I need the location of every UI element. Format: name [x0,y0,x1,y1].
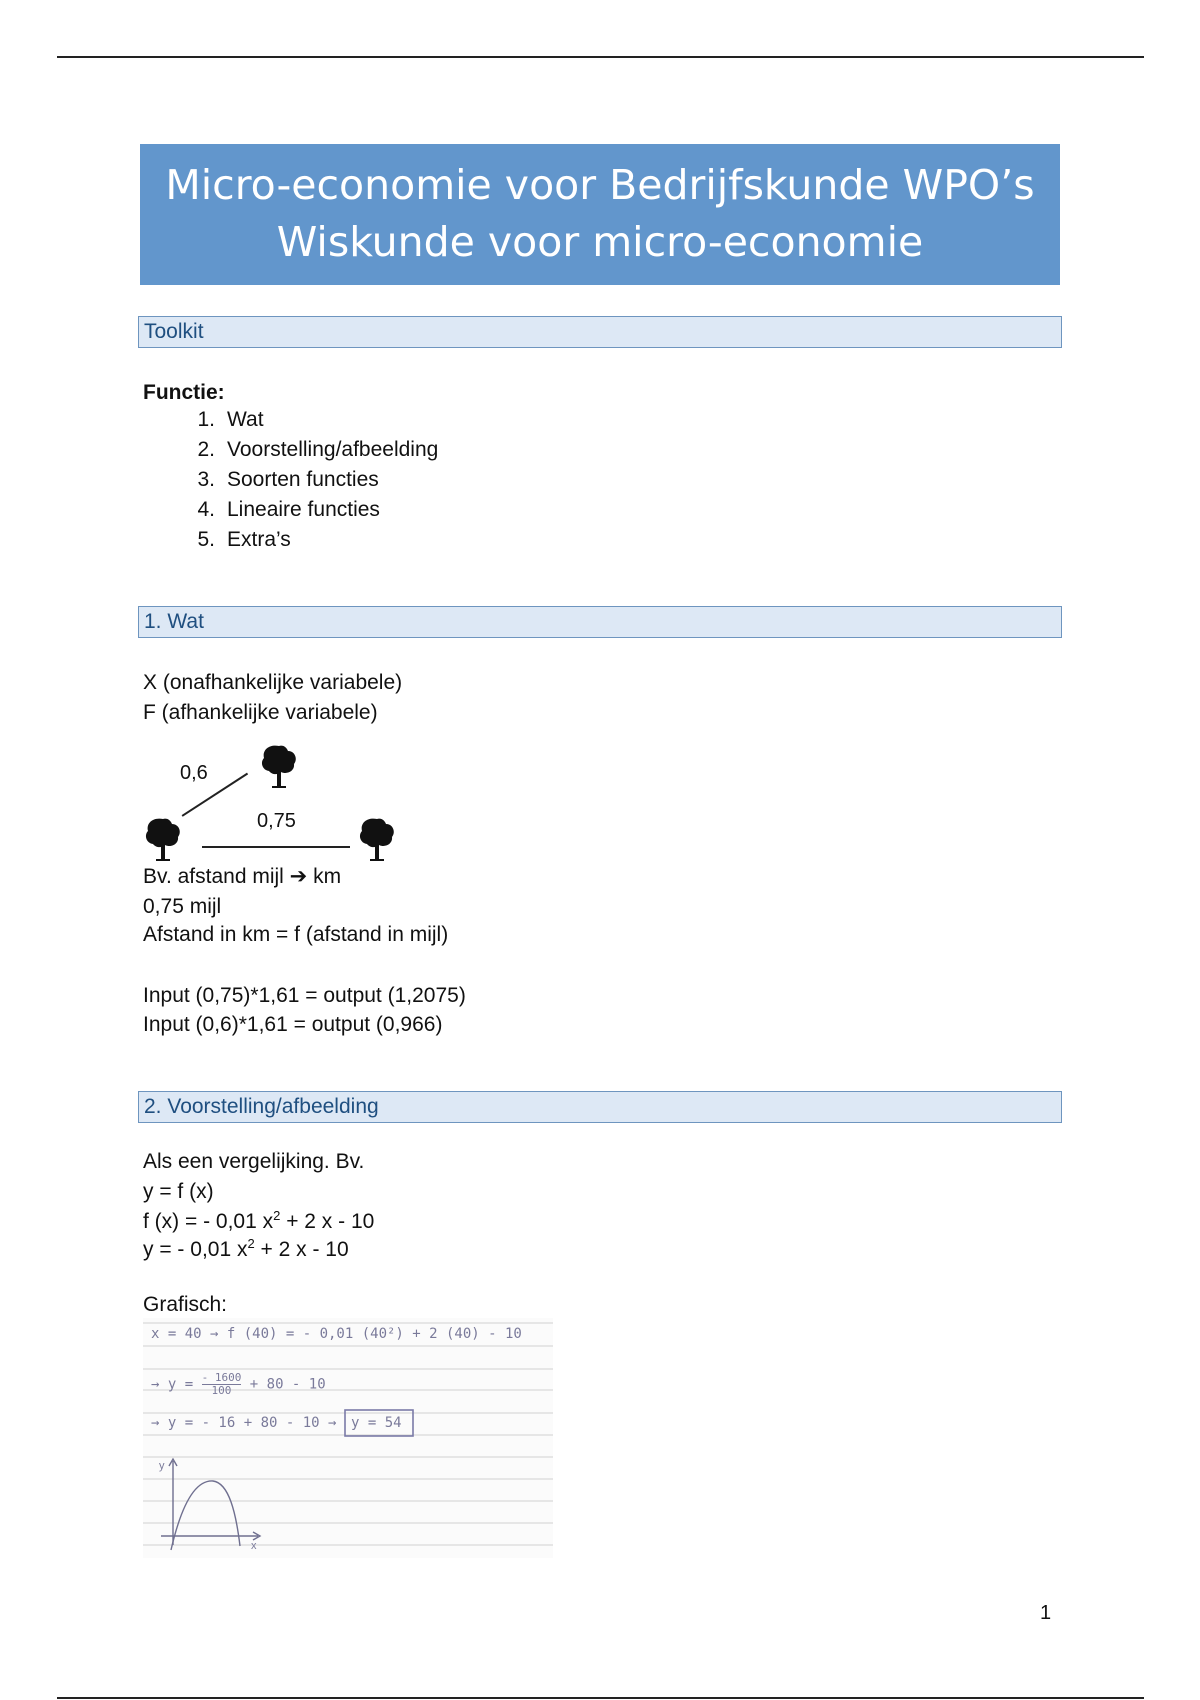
document-title [140,144,1060,285]
tree-icon [259,742,299,790]
handwritten-notes-image [143,1318,553,1558]
arrow-right-icon: ➔ [289,865,308,888]
top-rule [57,56,1144,58]
toc-item: 2. Voorstelling/afbeelding [197,438,439,461]
calc-line-1: Input (0,75)*1,61 = output (1,2075) [143,984,466,1007]
long-distance-line [202,846,350,848]
voorstelling-line-4: y = - 0,01 $x^2 + 2$ x - 10 [143,1236,349,1261]
tree-icon [143,815,183,863]
example-line-1: Bv. afstand mijl ➔ km [143,865,342,888]
toc-item: 1. Wat [197,408,264,431]
toc-item: 3. Soorten functies [197,468,379,491]
notes-axis-y: y [159,1460,165,1472]
notes-axis-x: x [251,1540,257,1552]
section-heading-toolkit: Toolkit [138,316,1062,348]
voorstelling-line-2: y = f (x) [143,1180,214,1203]
example-line-2: 0,75 mijl [143,895,222,918]
toc-list [143,405,438,555]
page-number: 1 [1040,1602,1052,1624]
example-line-3: Afstand in km = f (afstand in mijl) [143,923,449,946]
notes-row-2: → y = $\frac{- 1600}{100}$ + 80 - 10 [151,1371,326,1397]
section-heading-voorstelling: 2. Voorstelling/afbeelding [138,1091,1062,1123]
notes-row-1: x = 40 → f (40) = - 0,01 (40²) + 2 (40) - 10 [151,1326,522,1342]
voorstelling-line-1: Als een vergelijking. Bv. [143,1150,365,1173]
functie-label: Functie: [143,381,225,404]
grafisch-label: Grafisch: [143,1293,228,1316]
voorstelling-line-3: f (x) = - 0,01 $x^2 + 2$ x - 10 [143,1208,375,1233]
short-distance-label: 0,6 [180,762,208,784]
title-line-2: Wiskunde voor micro-economie [276,218,924,266]
notes-row-3: → y = - 16 + 80 - 10 → [151,1415,337,1431]
wat-line-1: X (onafhankelijke variabele) [143,671,403,694]
tree-icon [357,815,397,863]
toc-item: 5. Extra’s [197,528,291,551]
toc-item: 4. Lineaire functies [197,498,380,521]
notes-answer-box: y = 54 [351,1415,402,1431]
bottom-rule [57,1697,1144,1699]
long-distance-label: 0,75 [257,810,296,832]
calc-line-2: Input (0,6)*1,61 = output (0,966) [143,1013,443,1036]
title-line-1: Micro-economie voor Bedrijfskunde WPO’s [165,161,1035,209]
section-heading-wat: 1. Wat [138,606,1062,638]
wat-line-2: F (afhankelijke variabele) [143,701,378,724]
